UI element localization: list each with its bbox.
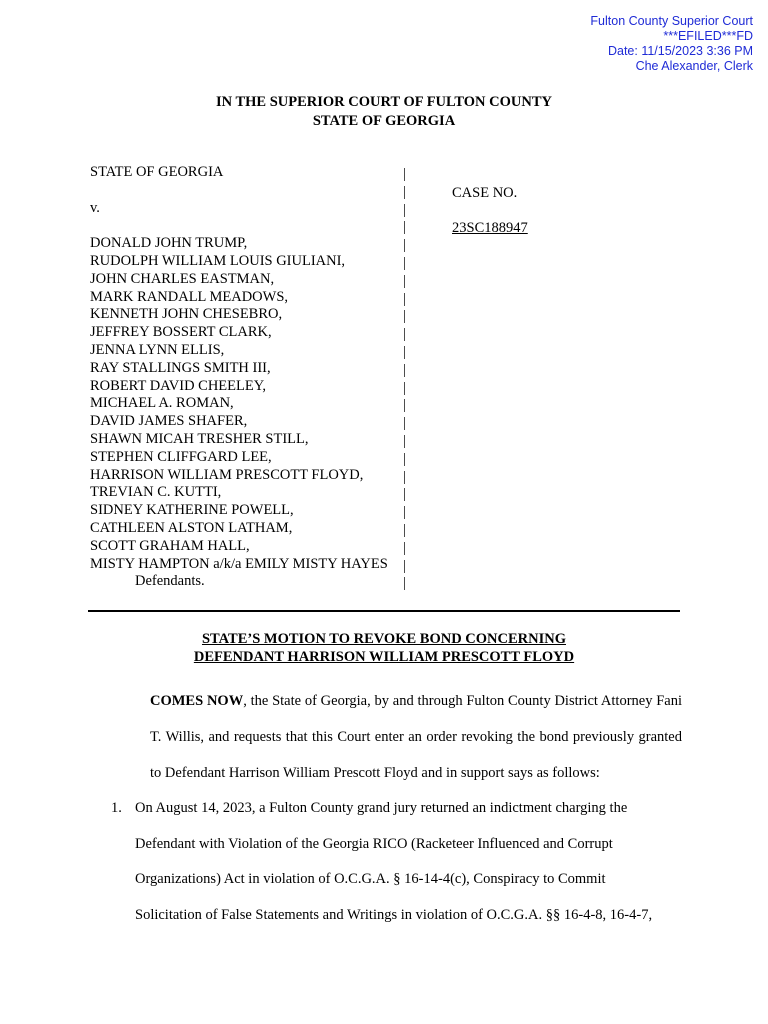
court-state: STATE OF GEORGIA xyxy=(312,113,456,129)
divider-bar: | xyxy=(403,272,406,289)
numbered-list xyxy=(90,791,682,933)
case-caption-parties xyxy=(90,164,410,591)
caption-divider xyxy=(403,166,406,593)
versus-label: v. xyxy=(90,199,100,216)
defendant-name: MICHAEL A. ROMAN, xyxy=(90,395,234,412)
stamp-efiled-code: ***EFILED***FD xyxy=(663,29,753,43)
defendant-name: MISTY HAMPTON a/k/a EMILY MISTY HAYES xyxy=(90,555,388,572)
divider-bar: | xyxy=(403,521,406,538)
divider-bar: | xyxy=(403,343,406,360)
divider-bar: | xyxy=(403,575,406,592)
defendant-name: DAVID JAMES SHAFER, xyxy=(90,413,248,430)
defendant-name: DONALD JOHN TRUMP, xyxy=(90,235,248,252)
divider-bar: | xyxy=(403,486,406,503)
defendant-name: SHAWN MICAH TRESHER STILL, xyxy=(90,430,309,447)
defendant-name: SCOTT GRAHAM HALL, xyxy=(90,537,250,554)
defendant-name: MARK RANDALL MEADOWS, xyxy=(90,288,289,305)
divider-bar: | xyxy=(403,450,406,467)
defendant-name: JOHN CHARLES EASTMAN, xyxy=(90,270,275,287)
divider-bar: | xyxy=(403,166,406,182)
defendant-list xyxy=(90,235,410,573)
divider-bar: | xyxy=(403,219,406,236)
plaintiff-name: STATE OF GEORGIA xyxy=(90,164,224,180)
defendant-name: ROBERT DAVID CHEELEY, xyxy=(90,377,266,394)
stamp-date: Date: 11/15/2023 3:36 PM xyxy=(607,44,753,58)
defendant-name: RUDOLPH WILLIAM LOUIS GIULIANI, xyxy=(90,252,346,269)
case-number: 23SC188947 xyxy=(452,220,528,236)
defendant-name: STEPHEN CLIFFGARD LEE, xyxy=(90,448,272,465)
defendant-name: SIDNEY KATHERINE POWELL, xyxy=(90,502,294,519)
divider-bar: | xyxy=(403,183,406,200)
divider-bar: | xyxy=(403,379,406,396)
intro-text: , the State of Georgia, by and through Fulton County District Attorney Fani T. Willis, and requests that this Court enter an order revoking the bond previously granted to Defendant Harrison William Prescott Floyd and in support says as follows: xyxy=(150,693,683,781)
list-item-line: Solicitation of False Statements and Writings in violation of O.C.G.A. §§ 16-4-8, 16-4-7, xyxy=(135,906,653,923)
intro-paragraph xyxy=(90,683,682,791)
divider-bar: | xyxy=(403,504,406,521)
court-heading xyxy=(0,93,768,131)
divider-bar: | xyxy=(403,201,406,218)
defendant-name: TREVIAN C. KUTTI, xyxy=(90,484,222,501)
divider-bar: | xyxy=(403,415,406,432)
court-name: IN THE SUPERIOR COURT OF FULTON COUNTY xyxy=(215,94,552,110)
intro-bold: COMES NOW xyxy=(150,693,244,709)
list-item-line: On August 14, 2023, a Fulton County grand jury returned an indictment charging the xyxy=(135,800,628,816)
divider-bar: | xyxy=(403,539,406,556)
case-number-label: CASE NO. xyxy=(452,185,518,201)
defendants-label: Defendants. xyxy=(135,573,205,590)
defendant-name: KENNETH JOHN CHESEBRO, xyxy=(90,306,283,323)
stamp-court-name: Fulton County Superior Court xyxy=(590,14,753,28)
divider-bar: | xyxy=(403,326,406,343)
divider-bar: | xyxy=(403,290,406,307)
divider-bar: | xyxy=(403,432,406,449)
divider-bar: | xyxy=(403,397,406,414)
motion-title xyxy=(0,630,768,666)
list-item xyxy=(90,791,682,933)
divider-bar: | xyxy=(403,237,406,254)
stamp-clerk: Che Alexander, Clerk xyxy=(635,59,753,73)
divider-bar: | xyxy=(403,468,406,485)
divider-bar: | xyxy=(403,308,406,325)
caption-rule xyxy=(88,610,680,612)
list-item-line: Organizations) Act in violation of O.C.G.A. § 16-14-4(c), Conspiracy to Commit xyxy=(135,871,606,887)
list-item-line: Defendant with Violation of the Georgia RICO (Racketeer Influenced and Corrupt xyxy=(135,835,613,852)
motion-title-line-1: STATE’S MOTION TO REVOKE BOND CONCERNING xyxy=(201,631,566,647)
defendant-name: JEFFREY BOSSERT CLARK, xyxy=(90,324,272,341)
defendant-name: CATHLEEN ALSTON LATHAM, xyxy=(90,519,293,536)
defendant-name: JENNA LYNN ELLIS, xyxy=(90,341,225,358)
motion-title-line-2: DEFENDANT HARRISON WILLIAM PRESCOTT FLOYD xyxy=(193,649,575,665)
defendant-name: HARRISON WILLIAM PRESCOTT FLOYD, xyxy=(90,466,364,483)
divider-bar: | xyxy=(403,254,406,271)
defendant-name: RAY STALLINGS SMITH III, xyxy=(90,359,271,376)
divider-bar: | xyxy=(403,361,406,378)
efiling-stamp xyxy=(423,14,753,74)
list-item-number: 1. xyxy=(111,800,122,816)
divider-bar: | xyxy=(403,557,406,574)
